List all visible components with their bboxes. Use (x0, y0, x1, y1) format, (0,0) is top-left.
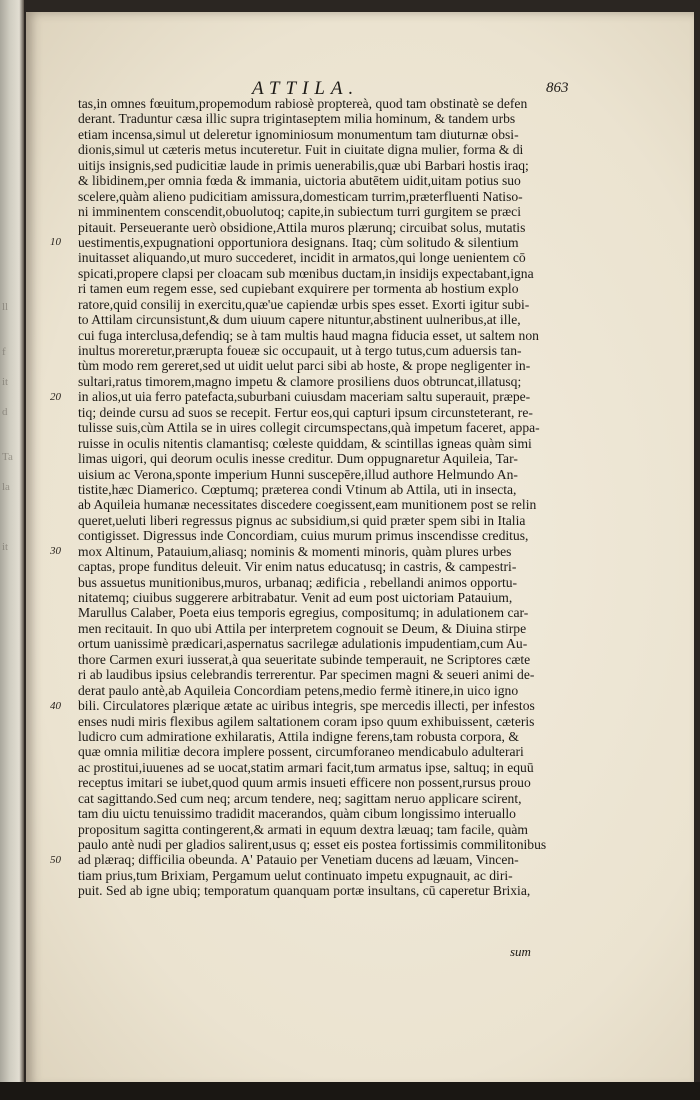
text-line: pitauit. Perseuerante uerò obsidione,Attila muros plærunq; circuibat solus, mutatis (78, 219, 526, 235)
text-line: puit. Sed ab igne ubiq; temporatum quanquam portæ insultans, cū caperetur Brixia, (78, 883, 531, 899)
text-line: ri ab laudibus ipsius celebrandis terrerentur. Par specimen magni & seueri animi de- (78, 667, 535, 683)
text-line: propositum sagitta contingerent,& armati in equum dextra læuaq; tam facile, quàm (78, 821, 528, 837)
margin-line-number: 20 (50, 390, 61, 403)
margin-line-number: 30 (50, 545, 61, 558)
text-line: Marullus Calaber, Poeta eius temporis egregius, compositumq; in adulationem car- (78, 605, 529, 621)
text-line: inuitasset aliquando,ut muro succederet, incidit in armatos,qui longe uenientem cō (78, 250, 526, 266)
margin-line-number: 40 (50, 699, 61, 712)
text-line: receptus imitari se iubet,quod quum armis insueti efficere non possent,rursus prouo (78, 775, 531, 791)
text-line: thore Carmen exuri iusserat,à qua seueritate subinde temperauit, ne Scriptores cæte (78, 651, 531, 667)
text-line: tas,in omnes fœuitum,propemodum rabiosè proptereà, quod tam obstinatè se defen (78, 96, 528, 111)
text-line: ad plæraq; difficilia obeunda. A' Patauio per Venetiam ducens ad læuam, Vincen- (78, 852, 519, 868)
text-line: contigisset. Digressus inde Concordiam, cuius murum primus inscendisse creditus, (78, 528, 529, 544)
page-number: 863 (546, 80, 569, 96)
text-line: ludicro cum admiratione exhilaratis, Attila indigne ferens,tam robusta corpora, & (78, 728, 519, 744)
text-line: ruisse in oculis nitentis clamantisq; cœleste quiddam, & scintillas igneas quàm simi (78, 435, 532, 451)
text-line: tiq; deinde cursu ad suos se recepit. Fertur eos,qui capturi ipsum circunsteterant, re- (78, 404, 533, 420)
text-line: spicati,propere clapsi per cloacam sub mœnibus ductam,in insidijs expectabant,igna (78, 265, 534, 281)
text-line: sultari,ratus timorem,magno impetu & clamore prosiliens duos obtruncat,illatusq; (78, 373, 522, 389)
text-body (78, 96, 578, 899)
text-line: dionis,simul ut cæteris metus incuteretur. Fuit in ciuitate digna mulier, forma & di (78, 142, 524, 158)
scan-background (0, 1082, 700, 1100)
text-line: ab Aquileia humanæ necessitates discedere coegissent,eam munitionem post se relin (78, 497, 537, 513)
text-line: mox Altinum, Patauium,aliasq; nominis & momenti minoris, quàm plures urbes (78, 543, 512, 559)
text-line: uestimentis,expugnationi opportuniora designans. Itaq; cùm solitudo & silentium (78, 234, 519, 250)
text-line: enses nudi miris flexibus agilem saltationem coram ipso quum exhibuissent, cæteris (78, 713, 535, 729)
text-line: queret,ueluti liberi regressus pignus ac subsidium,si quid præter spem sibi in Italia (78, 512, 526, 528)
text-line: to Attilam circunsistunt,& dum uiuum capere nituntur,abstinent uulneribus,at ille, (78, 312, 521, 328)
text-line: tùm modo rem gereret,sed ut uidit uelut parci sibi ab hoste, & prope negligenter in- (78, 358, 531, 374)
text-line: bus assuetus munitionibus,muros, urbanaq; ædificia , rebellandi animos opportu- (78, 574, 518, 590)
text-line: paulo antè nudi per gladios salirent,usus q; esset eis postea fortissimis commilitonibus (78, 837, 547, 852)
text-line: ni imminentem conscendit,obuolutoq; capite,in subiectum turri gurgitem se præci (78, 204, 521, 220)
text-line: cat sagittando.Sed cum neq; arcum tendere, neq; sagittam neruo applicare scirent, (78, 790, 522, 806)
text-line: ac prostitui,iuuenes ad se uocat,statim armari facit,tum armatus ipse, saltuq; in equū (78, 759, 534, 775)
text-line: cui fuga interclusa,defendiq; se à tam multis haud magna fiducia esset, ut saltem non (78, 327, 539, 343)
text-line: tulisse suis,cùm Attila se in uires collegit circumspectans,quà impetum faceret, appa- (78, 420, 540, 436)
left-page-text-fragment: ll f it d Ta la it (2, 301, 13, 553)
text-line: & libidinem,per omnia fœda & immania, uictoria abutētem uidit,uitam potius suo (78, 173, 521, 189)
margin-line-number: 10 (50, 236, 61, 249)
text-line: inultus moreretur,prærupta foueæ sic occupauit, ut à tergo tutus,cum aduersis tan- (78, 343, 522, 358)
text-line: limas uigori, qui deorum oculis inesse creditur. Dum oppugnaretur Aquileia, Tar- (78, 451, 518, 467)
text-line: ri tamen eum regem esse, sed cupiebant exquirere per tormenta ab hostium explo (78, 281, 519, 297)
text-line: tam diu uictu tenuissimo tradidit macerandos, quàm cibum longissimo interuallo (78, 806, 516, 822)
running-head: ATTILA. (252, 78, 360, 99)
text-line: tistite,hæc Diamerico. Cœptumq; præterea condi Vtinum ab Attila, uti in insecta, (78, 481, 517, 497)
text-line: bili. Circulatores plærique ætate ac uiribus integris, spe mercedis illecti, per infestos (78, 698, 535, 714)
text-line: etiam incensa,simul ut deleretur ignominiosum monumentum tam diuturnæ obsi- (78, 126, 519, 142)
text-line: derant. Traduntur cæsa illic supra trigintaseptem milia hominum, & tandem urbs (78, 111, 516, 127)
text-line: captas, prope funditus deleuit. Vir enim natus educatusq; in castris, & campestri- (78, 559, 517, 575)
text-line: ortum uanissimè prædicari,aspernatus sacrilegæ adulationis impudentiam,cum Au- (78, 636, 528, 652)
text-line: in alios,ut uia ferro patefacta,suburbani cuiusdam maceriam saltu superauit, præpe- (78, 389, 531, 405)
text-line: quæ omnia militiæ decora implere possent, circumforaneo mendicabulo adulterari (78, 744, 524, 760)
left-page-edge (0, 0, 24, 1100)
text-line: scelere,quàm alieno pudicitiam amissura,domesticam turrim,præterfluenti Natiso- (78, 188, 523, 204)
catchword: sum (510, 944, 531, 959)
margin-line-number: 50 (50, 854, 61, 867)
text-line: nitatemq; ciuibus suggerere arbitrabatur. Venit ad eum post uictoriam Patauium, (78, 590, 513, 605)
text-line: derat paulo antè,ab Aquileia Concordiam petens,medio fermè itinere,in uico igno (78, 682, 519, 698)
text-line: tiam prius,tum Brixiam, Pergamum uelut continuato impetu expugnauit, ac diri- (78, 867, 513, 883)
text-line: men recitauit. In quo ubi Attila per interpretem cognouit se Deum, & Diuina stirpe (78, 620, 527, 636)
text-line: uitijs insignis,sed pudicitiæ laude in primis uenerabilis,quæ ubi Barbari hostis iraq; (78, 157, 529, 173)
text-line: ratore,quid consilij in exercitu,quæ'ue capiendæ urbis spes esset. Exorti igitur subi- (78, 296, 530, 312)
text-line: uisium ac Verona,sponte imperium Hunni suscepēre,illud authore Helmundo An- (78, 466, 518, 482)
